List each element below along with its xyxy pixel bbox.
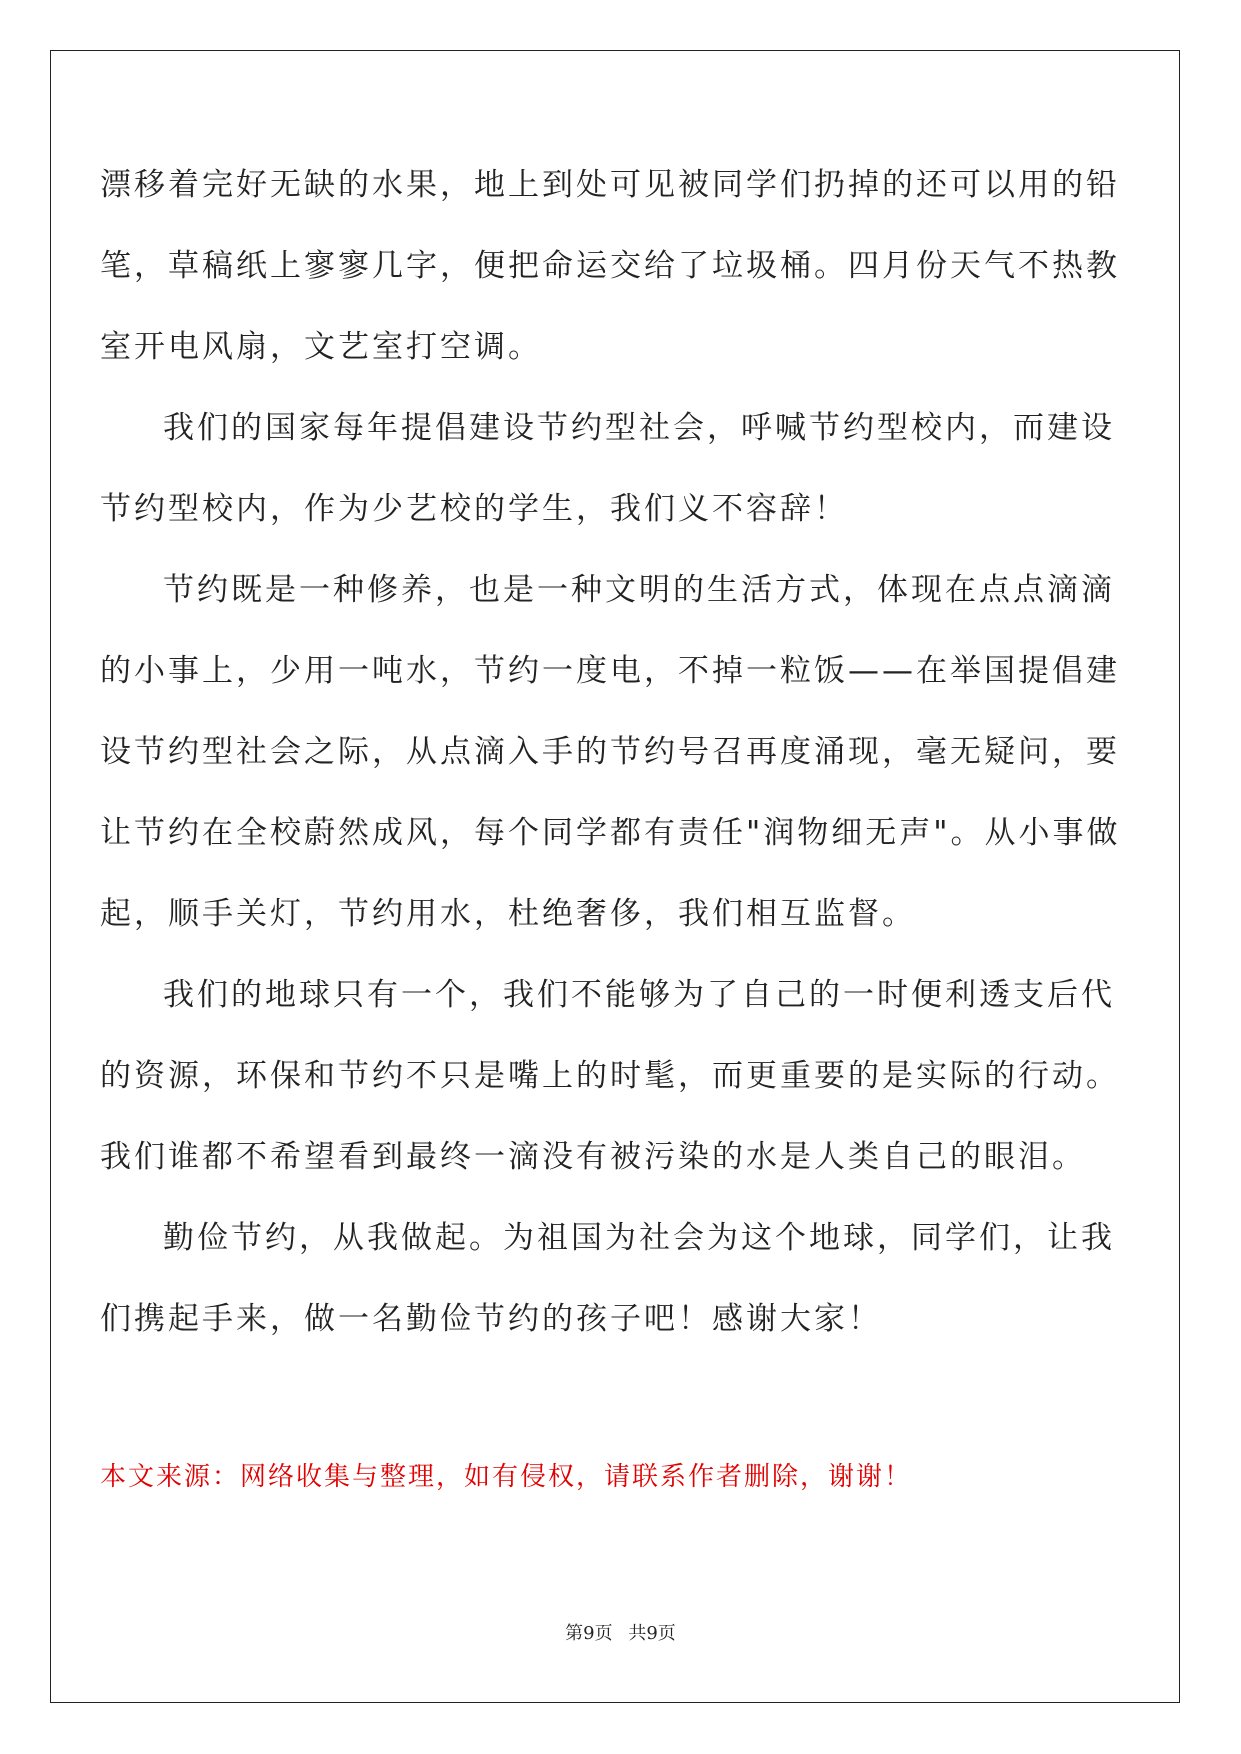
text-line: 室开电风扇，文艺室打空调。 [100, 329, 542, 365]
paragraph-start-line: 勤俭节约，从我做起。为祖国为社会为这个地球，同学们，让我 [163, 1220, 1115, 1256]
paragraph-start-line: 我们的地球只有一个，我们不能够为了自己的一时便利透支后代 [163, 977, 1115, 1013]
text-line: 节约型校内，作为少艺校的学生，我们义不容辞！ [100, 491, 848, 527]
page-current: 第9页 [565, 1623, 613, 1644]
text-line: 我们谁都不希望看到最终一滴没有被污染的水是人类自己的眼泪。 [100, 1139, 1086, 1175]
paragraph-start-line: 节约既是一种修养，也是一种文明的生活方式，体现在点点滴滴 [163, 572, 1115, 608]
text-line: 笔，草稿纸上寥寥几字，便把命运交给了垃圾桶。四月份天气不热教 [100, 248, 1120, 284]
page-footer [0, 1619, 1241, 1645]
text-line: 的资源，环保和节约不只是嘴上的时髦，而更重要的是实际的行动。 [100, 1058, 1120, 1094]
document-body [100, 145, 1130, 1360]
text-line: 漂移着完好无缺的水果，地上到处可见被同学们扔掉的还可以用的铅 [100, 167, 1120, 203]
text-line: 让节约在全校蔚然成风，每个同学都有责任"润物细无声"。从小事做 [100, 815, 1121, 851]
text-line: 起，顺手关灯，节约用水，杜绝奢侈，我们相互监督。 [100, 896, 916, 932]
source-note: 本文来源：网络收集与整理，如有侵权，请联系作者删除，谢谢！ [100, 1462, 913, 1492]
text-line: 们携起手来，做一名勤俭节约的孩子吧！感谢大家！ [100, 1301, 882, 1337]
page-total: 共9页 [628, 1623, 676, 1644]
paragraph-start-line: 我们的国家每年提倡建设节约型社会，呼喊节约型校内，而建设 [163, 410, 1115, 446]
text-line: 设节约型社会之际，从点滴入手的节约号召再度涌现，毫无疑问，要 [100, 734, 1120, 770]
text-line: 的小事上，少用一吨水，节约一度电，不掉一粒饭——在举国提倡建 [100, 653, 1120, 689]
